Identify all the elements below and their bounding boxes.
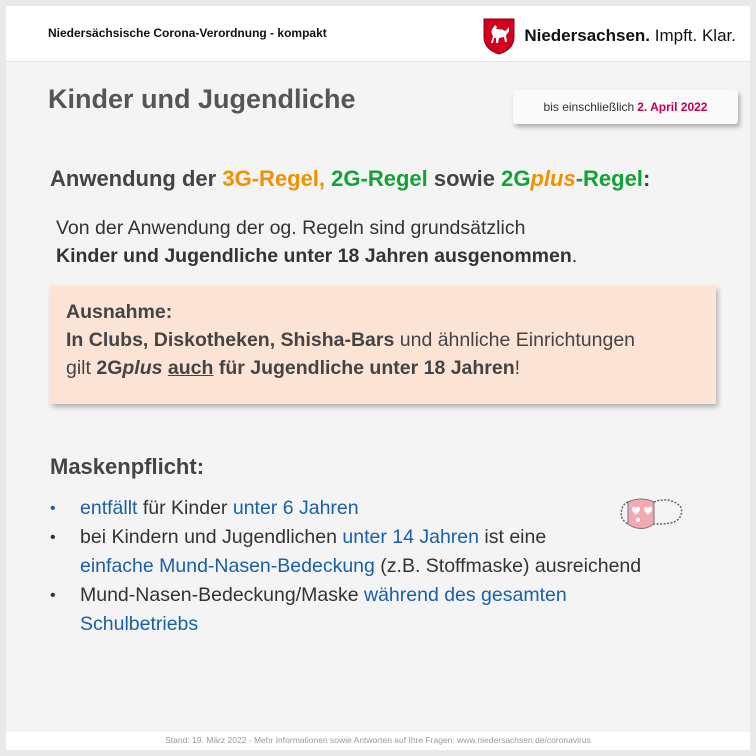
rule-2g: 2G-Regel xyxy=(325,166,428,191)
b3-blue2: Schulbetriebs xyxy=(80,613,199,635)
date-badge xyxy=(513,90,738,124)
brand-text xyxy=(524,26,736,46)
exception-venues: In Clubs, Diskotheken, Shisha-Bars xyxy=(66,329,395,351)
intro-line2-bold: Kinder und Jugendliche unter 18 Jahren ausgenommen xyxy=(56,245,572,267)
bullet-dot: • xyxy=(50,500,56,517)
slide-page xyxy=(6,6,750,750)
footer-text: Stand: 19. März 2022 - Mehr Informationen sowie Antworten auf Ihre Fragen: www.niedersachsen.de/coronavirus xyxy=(6,732,750,750)
intro-paragraph xyxy=(56,214,577,270)
exception-line3-end: ! xyxy=(514,357,521,379)
rules-colon: : xyxy=(642,166,651,191)
date-badge-date: 2. April 2022 xyxy=(637,100,708,114)
rule-2gplus-a: 2G xyxy=(501,166,531,191)
list-item xyxy=(50,523,730,581)
exception-box xyxy=(50,286,716,404)
exception-line2-rest: und ähnliche Einrichtungen xyxy=(394,329,636,351)
b3-a: Mund-Nasen-Bedeckung/Maske xyxy=(80,584,364,606)
bullet-dot: • xyxy=(50,529,56,546)
b2-blue: unter 14 Jahren xyxy=(342,526,479,548)
b1-blue: entfällt xyxy=(80,497,138,519)
header-bar xyxy=(6,6,750,62)
lower-saxony-crest-icon xyxy=(482,17,516,55)
exception-line3 xyxy=(66,354,700,382)
b3-blue: während des gesamten xyxy=(363,584,567,606)
exception-line3-pre: gilt xyxy=(66,357,97,379)
rule-2gplus-b: plus xyxy=(530,166,576,191)
rule-3g: 3G-Regel, xyxy=(222,166,326,191)
list-item xyxy=(50,494,730,523)
intro-line1: Von der Anwendung der og. Regeln sind grundsätzlich xyxy=(56,217,526,239)
b2-c: (z.B. Stoffmaske) ausreichend xyxy=(374,555,642,577)
slide-content xyxy=(6,62,750,732)
exception-plus: plus xyxy=(122,357,163,379)
rules-sowie: sowie xyxy=(427,166,502,191)
mask-bullet-list xyxy=(50,494,730,639)
rules-heading xyxy=(50,166,650,192)
header-title: Niedersächsische Corona-Verordnung - kompakt xyxy=(48,26,327,40)
b1-a: für Kinder xyxy=(137,497,233,519)
bullet-dot: • xyxy=(50,587,56,604)
brand-text-light: Impft. Klar. xyxy=(650,26,736,45)
exception-line3-bold: für Jugendliche unter 18 Jahren xyxy=(213,357,515,379)
date-badge-prefix: bis einschließlich xyxy=(543,100,635,114)
brand-text-bold: Niedersachsen. xyxy=(524,26,651,45)
b2-a: bei Kindern und Jugendlichen xyxy=(80,526,343,548)
b1-blue2: unter 6 Jahren xyxy=(232,497,359,519)
rules-prefix: Anwendung der xyxy=(50,166,223,191)
b2-b: ist eine xyxy=(478,526,547,548)
mask-heading: Maskenpflicht: xyxy=(50,454,205,479)
b2-blue2: einfache Mund-Nasen-Bedeckung xyxy=(80,555,375,577)
intro-line2 xyxy=(56,242,577,270)
exception-line2 xyxy=(66,326,700,354)
exception-label: Ausnahme: xyxy=(66,301,173,323)
page-title: Kinder und Jugendliche xyxy=(48,84,356,114)
exception-auch: auch xyxy=(167,357,214,379)
list-item xyxy=(50,581,730,639)
rule-2gplus-c: -Regel xyxy=(575,166,643,191)
intro-line2-end: . xyxy=(571,245,578,267)
brand-logo xyxy=(482,16,736,56)
exception-2g: 2G xyxy=(96,357,123,379)
